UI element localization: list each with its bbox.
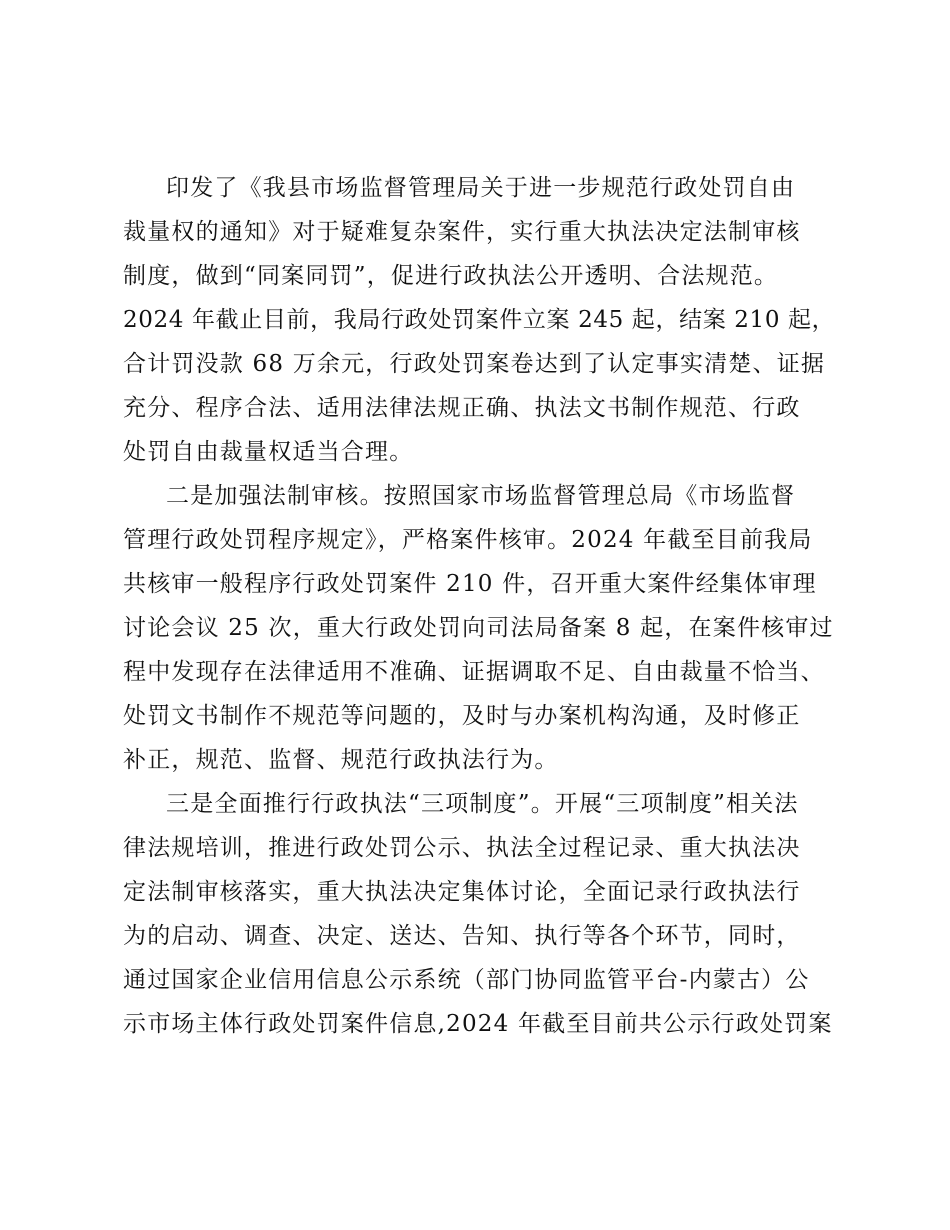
paragraph-2-line-2: 管理行政处罚程序规定》，严格案件核审。2024 年截至目前我局	[123, 527, 813, 553]
paragraph-3-line-1: 三是全面推行行政执法“三项制度”。开展“三项制度”相关法	[166, 791, 799, 817]
paragraph-3-line-3: 定法制审核落实，重大执法决定集体讨论，全面记录行政执法行	[123, 879, 801, 905]
paragraph-2-line-3: 共核审一般程序行政处罚案件 210 件，召开重大案件经集体审理	[123, 571, 817, 597]
paragraph-1-line-1: 印发了《我县市场监督管理局关于进一步规范行政处罚自由	[166, 175, 796, 201]
paragraph-2-line-5: 程中发现存在法律适用不准确、证据调取不足、自由裁量不恰当、	[123, 659, 825, 685]
paragraph-1-line-4: 2024 年截止目前，我局行政处罚案件立案 245 起，结案 210 起，	[123, 307, 836, 333]
paragraph-2-line-1: 二是加强法制审核。按照国家市场监督管理总局《市场监督	[166, 483, 796, 509]
paragraph-3-line-2: 律法规培训，推进行政处罚公示、执法全过程记录、重大执法决	[123, 835, 801, 861]
paragraph-2-line-7: 补正，规范、监督、规范行政执法行为。	[123, 747, 559, 773]
paragraph-1-line-3: 制度，做到“同案同罚”，促进行政执法公开透明、合法规范。	[123, 263, 779, 289]
paragraph-3-line-5: 通过国家企业信用信息公示系统（部门协同监管平台-内蒙古）公	[123, 967, 810, 993]
paragraph-1-line-5: 合计罚没款 68 万余元，行政处罚案卷达到了认定事实清楚、证据	[123, 351, 826, 377]
paragraph-3-line-6: 示市场主体行政处罚案件信息,2024 年截至目前共公示行政处罚案	[123, 1011, 833, 1037]
paragraph-2-line-6: 处罚文书制作不规范等问题的，及时与办案机构沟通，及时修正	[123, 703, 801, 729]
paragraph-2-line-4: 讨论会议 25 次，重大行政处罚向司法局备案 8 起，在案件核审过	[123, 615, 834, 641]
paragraph-3-line-4: 为的启动、调查、决定、送达、告知、执行等各个环节，同时，	[123, 923, 801, 949]
paragraph-1-line-6: 充分、程序合法、适用法律法规正确、执法文书制作规范、行政	[123, 395, 801, 421]
paragraph-1-line-2: 裁量权的通知》对于疑难复杂案件，实行重大执法决定法制审核	[123, 219, 801, 245]
paragraph-1-line-7: 处罚自由裁量权适当合理。	[123, 439, 414, 465]
